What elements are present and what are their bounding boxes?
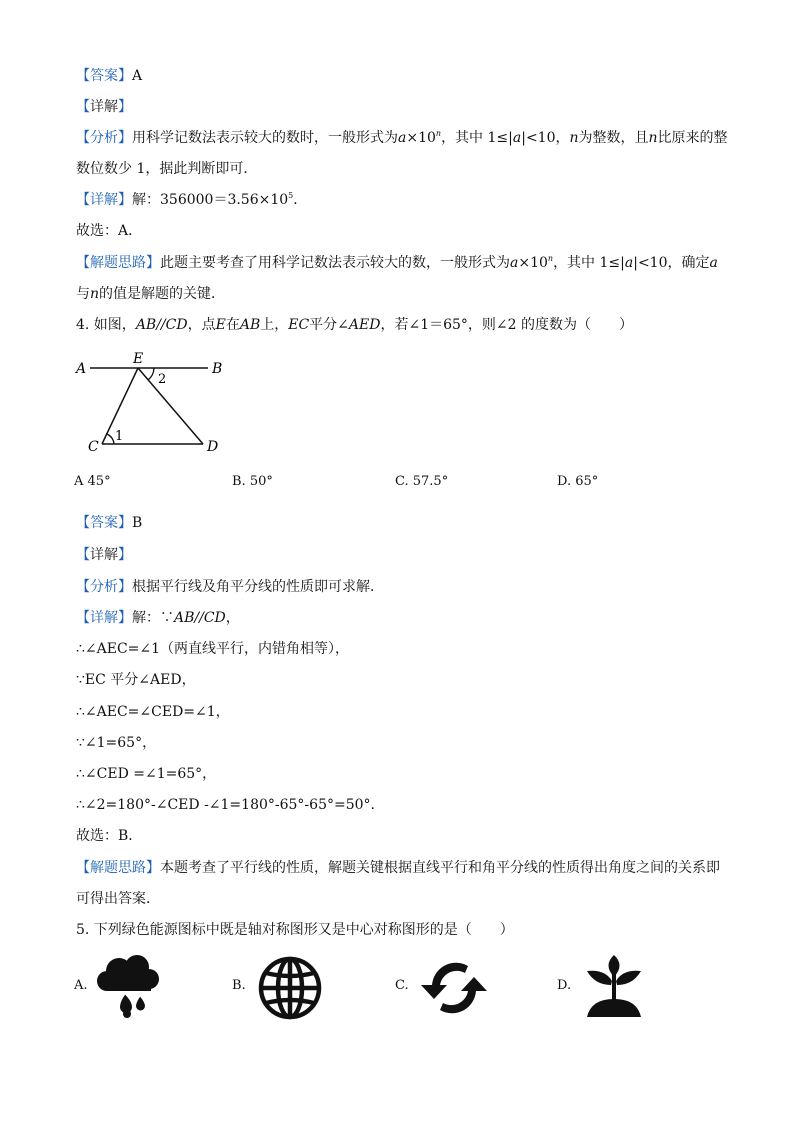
q4-analysis (76, 577, 384, 597)
q4-idea-line1 (76, 858, 720, 878)
q4-detail-title: 【详解】 (76, 547, 132, 563)
q4-option-b: B. 50° (232, 474, 273, 489)
label-angle-1: 1 (115, 429, 124, 444)
var: a (624, 255, 634, 271)
q5-stem: 5. 下列绿色能源图标中既是轴对称图形又是中心对称图形的是（ ） (76, 922, 514, 938)
text: 在 (225, 317, 240, 333)
q4-choice: 故选：B． (76, 828, 143, 844)
exponent: 5 (288, 191, 294, 200)
answer-value: A (132, 68, 143, 84)
q3-answer (76, 66, 142, 86)
label-c: C (88, 439, 99, 455)
detail-tag: 【详解】 (76, 610, 132, 626)
text: ×10 (518, 255, 548, 271)
q4-step-6: ∴∠2=180°-∠CED -∠1=180°-65°-65°=50°. (76, 797, 375, 813)
text: ． (293, 192, 308, 208)
math: AB//CD (174, 610, 226, 626)
q4-figure (70, 348, 240, 458)
math: AB//CD (135, 317, 188, 333)
q4-detail (76, 608, 240, 628)
answer-value: B (132, 515, 143, 531)
text: 解：∵ (132, 610, 174, 626)
q3-analysis-line1 (76, 128, 728, 148)
answer-tag: 【答案】 (76, 68, 132, 84)
text: ，若∠1＝65°，则∠2 的度数为（ ） (380, 317, 634, 333)
q5-option-b-label: B. (232, 978, 246, 993)
globe-icon (257, 955, 323, 1021)
q4-step-3: ∴∠AEC=∠CED=∠1， (76, 704, 230, 720)
text: 为整数，且 (578, 130, 649, 146)
math: AED (348, 317, 381, 333)
text: ，其中 1≤| (441, 130, 513, 146)
q5-option-c-label: C. (395, 978, 409, 993)
sprout-icon (583, 951, 645, 1021)
exponent: n (435, 129, 442, 138)
label-a: A (76, 361, 87, 377)
var: a (398, 130, 407, 146)
text: 比原来的整 (657, 130, 728, 146)
text: ×10 (406, 130, 436, 146)
q3-choice: 故选：A． (76, 223, 143, 239)
analysis-tag: 【分析】 (76, 130, 132, 146)
q5-option-a-label: A. (74, 978, 88, 993)
angle-2-arc (148, 368, 154, 380)
detail-tag: 【详解】 (76, 192, 132, 208)
q3-idea-line2 (76, 284, 225, 304)
q4-idea-line2: 可得出答案． (76, 891, 160, 907)
text: 此题主要考查了用科学记数法表示较大的数，一般形式为 (160, 255, 510, 271)
cloud-rain-icon (95, 953, 163, 1019)
text: 与 (76, 286, 90, 302)
label-angle-2: 2 (158, 372, 167, 387)
var: a (512, 130, 522, 146)
q4-step-5: ∴∠CED =∠1=65°， (76, 766, 217, 782)
text: ，其中 1≤| (553, 255, 625, 271)
var: a (510, 255, 519, 271)
idea-tag: 【解题思路】 (76, 255, 160, 271)
text: |<10， (521, 130, 570, 146)
q4-step-4: ∵∠1=65°， (76, 735, 157, 751)
var: n (90, 286, 100, 302)
text: 平分∠ (309, 317, 349, 333)
label-d: D (207, 439, 219, 455)
math: EC (288, 317, 310, 333)
detail-title-text: 详解 (90, 547, 118, 563)
idea-tag: 【解题思路】 (76, 860, 160, 876)
q4-stem (76, 315, 633, 335)
q4-option-d: D. 65° (557, 474, 599, 489)
q3-idea-line1 (76, 253, 718, 273)
math: E (215, 317, 226, 333)
var: n (569, 130, 579, 146)
text: 本题考查了平行线的性质，解题关键根据直线平行和角平分线的性质得出角度之间的关系即 (160, 860, 720, 876)
var: n (648, 130, 658, 146)
q4-option-a: A 45° (74, 474, 111, 489)
answer-tag: 【答案】 (76, 515, 132, 531)
text: 根据平行线及角平分线的性质即可求解． (132, 579, 384, 595)
detail-title-text: 详解 (90, 99, 118, 115)
text: 用科学记数法表示较大的数时，一般形式为 (132, 130, 398, 146)
q3-detail (76, 190, 307, 210)
label-b: B (212, 361, 223, 377)
angle-1-arc (107, 434, 114, 444)
q4-step-1: ∴∠AEC=∠1（两直线平行，内错角相等）， (76, 641, 350, 657)
text: 解：356000＝3.56×10 (132, 192, 289, 208)
text: |<10，确定 (633, 255, 710, 271)
q4-option-c: C. 57.5° (395, 474, 449, 489)
recycle-arrows-icon (418, 955, 490, 1021)
q4-answer (76, 513, 142, 533)
q3-analysis-line2: 数位数少 1，据此判断即可． (76, 161, 258, 177)
text: 的值是解题的关键． (99, 286, 226, 302)
q5-option-d-label: D. (557, 978, 572, 993)
q3-detail-title: 【详解】 (76, 99, 132, 115)
var: a (709, 255, 718, 271)
text: 4. 如图， (76, 317, 136, 333)
analysis-tag: 【分析】 (76, 579, 132, 595)
text: ， (225, 610, 240, 626)
math: AB (239, 317, 261, 333)
text: ，点 (187, 317, 216, 333)
q4-step-2: ∵EC 平分∠AED， (76, 672, 196, 688)
exponent: n (547, 254, 554, 263)
label-e: E (133, 351, 144, 367)
text: 上， (260, 317, 289, 333)
